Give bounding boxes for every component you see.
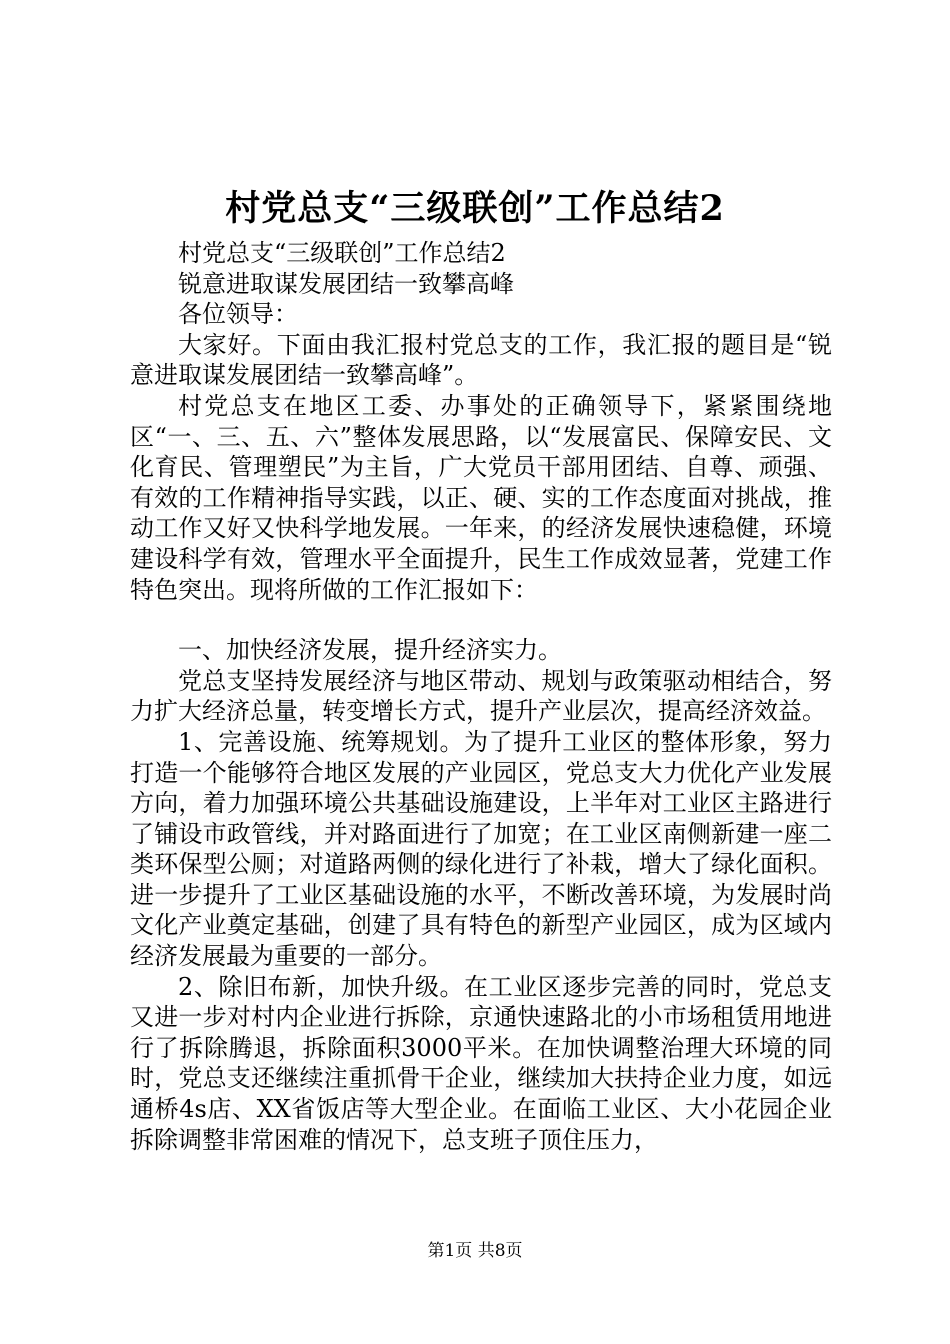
section-heading-economy: 一、加快经济发展，提升经济实力。	[178, 636, 562, 665]
paragraph-salutation: 各位领导：	[178, 300, 298, 329]
paragraph-subtitle: 锐意进取谋发展团结一致攀高峰	[178, 269, 514, 298]
document-title: 村党总支“三级联创”工作总结2	[225, 188, 725, 229]
document-body	[130, 238, 832, 1155]
paragraph-economy-intro: 党总支坚持发展经济与地区带动、规划与政策驱动相结合，努力扩大经济总量，转变增长方式，提升产业层次，提高经济效益。	[130, 666, 832, 726]
paragraph-repeated-title: 村党总支“三级联创”工作总结2	[178, 239, 506, 267]
page-footer: 第1页 共8页	[427, 1241, 523, 1261]
paragraph-greeting: 大家好。下面由我汇报村党总支的工作，我汇报的题目是“锐意进取谋发展团结一致攀高峰”。	[130, 330, 832, 390]
paragraph-item-1: 1、完善设施、统筹规划。为了提升工业区的整体形象，努力打造一个能够符合地区发展的产业园区，党总支大力优化产业发展方向，着力加强环境公共基础设施建设，上半年对工业区主路进行了铺设市政管线，并对路面进行了加宽；在工业区南侧新建一座二类环保型公厕；对道路两侧的绿化进行了补栽，增大了绿化面积。进一步提升了工业区基础设施的水平，不断改善环境，为发展时尚文化产业奠定基础，创建了具有特色的新型产业园区，成为区域内经济发展最为重要的一部分。	[130, 727, 832, 971]
paragraph-item-2: 2、除旧布新，加快升级。在工业区逐步完善的同时，党总支又进一步对村内企业进行拆除，京通快速路北的小市场租赁用地进行了拆除腾退，拆除面积3000平米。在加快调整治理大环境的同时，党总支还继续注重抓骨干企业，继续加大扶持企业力度，如远通桥4s店、XX省饭店等大型企业。在面临工业区、大小花园企业拆除调整非常困难的情况下，总支班子顶住压力，	[130, 972, 832, 1154]
paragraph-overview: 村党总支在地区工委、办事处的正确领导下，紧紧围绕地区“一、三、五、六”整体发展思路，以“发展富民、保障安民、文化育民、管理塑民”为主旨，广大党员干部用团结、自尊、顽强、有效的工作精神指导实践，以正、硬、实的工作态度面对挑战，推动工作又好又快科学地发展。一年来，的经济发展快速稳健，环境建设科学有效，管理水平全面提升，民生工作成效显著，党建工作特色突出。现将所做的工作汇报如下：	[130, 391, 832, 604]
